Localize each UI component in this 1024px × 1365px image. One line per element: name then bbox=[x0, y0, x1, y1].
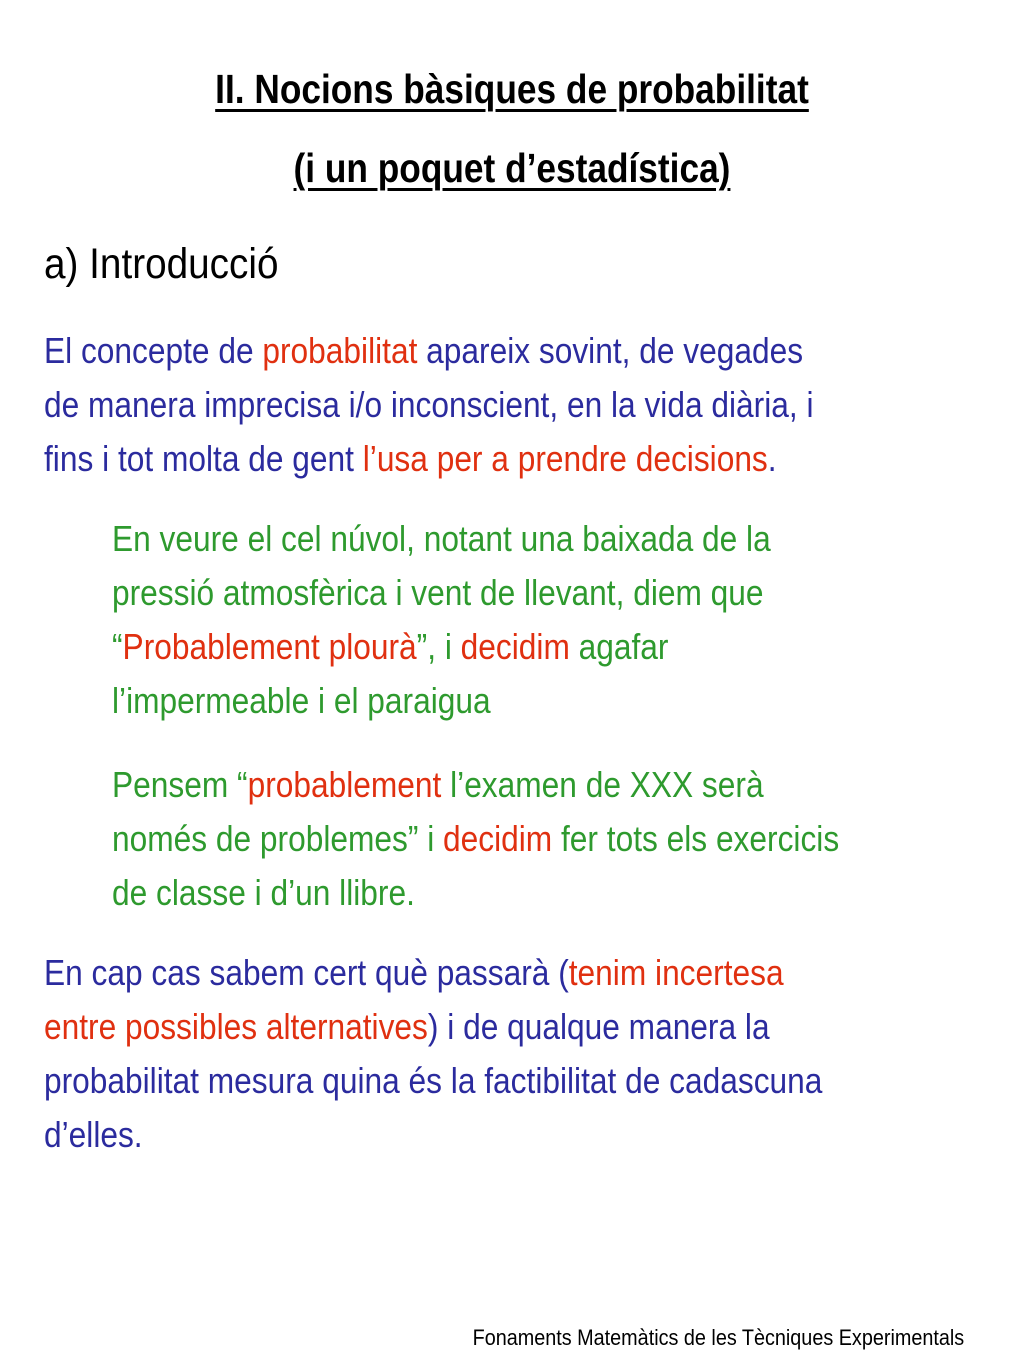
paragraph-exam-line-1 bbox=[112, 758, 992, 812]
text-span: . bbox=[767, 438, 777, 479]
paragraph-conclusion bbox=[44, 946, 1003, 1162]
slide-title-line-2: (i un poquet d’estadística) bbox=[293, 145, 731, 191]
paragraph-conclusion-line-1 bbox=[44, 946, 1003, 1000]
slide-footer: Fonaments Matemàtics de les Tècniques Experimentals bbox=[472, 1325, 964, 1350]
paragraph-weather-line-2: pressió atmosfèrica i vent de llevant, diem que bbox=[112, 572, 764, 613]
text-span: El concepte de bbox=[44, 330, 263, 371]
highlight-span: decidim bbox=[460, 626, 570, 667]
highlight-span: tenim incertesa bbox=[568, 952, 784, 993]
paragraph-intro-line-1 bbox=[44, 324, 959, 378]
text-span: fer tots els exercicis bbox=[552, 818, 840, 859]
section-heading: a) Introducció bbox=[44, 240, 279, 288]
text-span: ”, i bbox=[416, 626, 461, 667]
text-span: apareix sovint, de vegades bbox=[417, 330, 804, 371]
paragraph-weather-line-1: En veure el cel núvol, notant una baixada de la bbox=[112, 518, 771, 559]
paragraph-weather-line-4: l’impermeable i el paraigua bbox=[112, 680, 491, 721]
paragraph-exam-line-3: de classe i d’un llibre. bbox=[112, 872, 415, 913]
highlight-span: l’usa per a prendre decisions bbox=[362, 438, 768, 479]
text-span: “ bbox=[112, 626, 123, 667]
paragraph-weather-line-3 bbox=[112, 620, 957, 674]
text-span: l’examen de XXX serà bbox=[441, 764, 764, 805]
paragraph-exam-line-2 bbox=[112, 812, 992, 866]
highlight-span: Probablement plourà bbox=[122, 626, 417, 667]
text-span: fins i tot molta de gent bbox=[44, 438, 363, 479]
highlight-span: probablement bbox=[247, 764, 442, 805]
paragraph-intro bbox=[44, 324, 959, 486]
highlight-span: entre possibles alternatives bbox=[44, 1006, 428, 1047]
paragraph-intro-line-3 bbox=[44, 432, 959, 486]
text-span: agafar bbox=[569, 626, 669, 667]
text-span: només de problemes” i bbox=[112, 818, 444, 859]
highlight-span: decidim bbox=[443, 818, 553, 859]
paragraph-example-exam bbox=[112, 758, 992, 920]
paragraph-conclusion-line-4: d’elles. bbox=[44, 1114, 143, 1155]
text-span: ) i de qualque manera la bbox=[427, 1006, 770, 1047]
paragraph-example-weather bbox=[112, 512, 957, 728]
text-span: En cap cas sabem cert què passarà ( bbox=[44, 952, 569, 993]
paragraph-intro-line-2: de manera imprecisa i/o inconscient, en la vida diària, i bbox=[44, 384, 814, 425]
paragraph-conclusion-line-3: probabilitat mesura quina és la factibilitat de cadascuna bbox=[44, 1060, 823, 1101]
slide-title-line-1: II. Nocions bàsiques de probabilitat bbox=[215, 66, 809, 112]
text-span: Pensem “ bbox=[112, 764, 248, 805]
highlight-span: probabilitat bbox=[262, 330, 418, 371]
paragraph-conclusion-line-2 bbox=[44, 1000, 1003, 1054]
